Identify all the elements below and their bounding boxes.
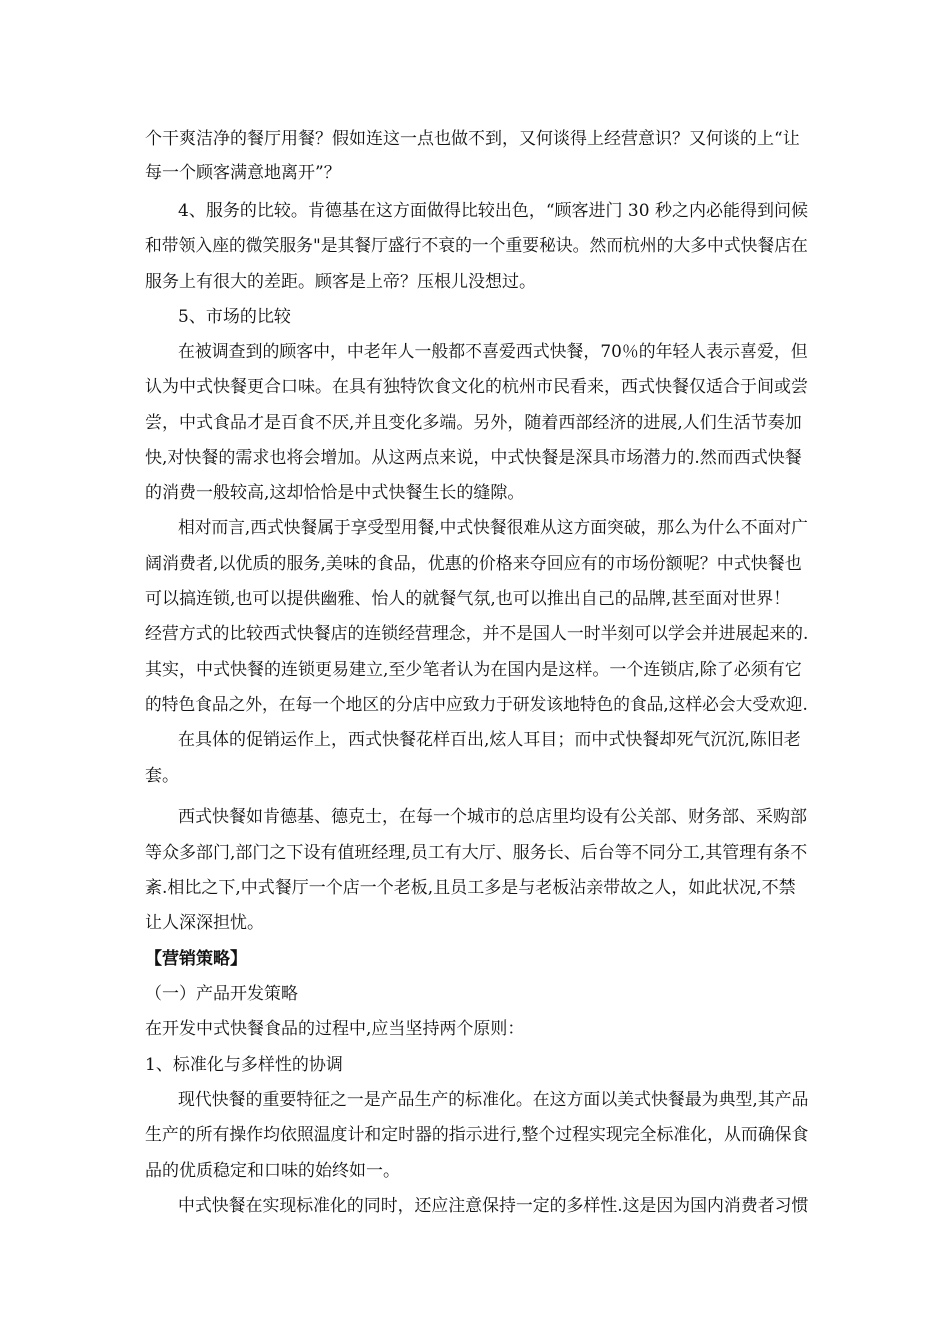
- text-line: 在开发中式快餐食品的过程中,应当坚持两个原则：: [145, 1019, 525, 1039]
- text-line: 中式快餐在实现标准化的同时，还应注意保持一定的多样性.这是因为国内消费者习惯: [178, 1196, 809, 1216]
- section-heading: 5、市场的比较: [178, 307, 291, 327]
- text-line: 认为中式快餐更合口味。在具有独特饮食文化的杭州市民看来，西式快餐仅适合于间或尝: [145, 377, 808, 397]
- text-line: 紊.相比之下,中式餐厅一个店一个老板,且员工多是与老板沾亲带故之人，如此状况,不禁: [145, 878, 796, 898]
- text-line: 在具体的促销运作上，西式快餐花样百出,炫人耳目；而中式快餐却死气沉沉,陈旧老: [178, 730, 801, 750]
- text-line: 和带领入座的微笑服务"是其餐厅盛行不衰的一个重要秘诀。然而杭州的大多中式快餐店在: [145, 236, 808, 256]
- text-line: 其实，中式快餐的连锁更易建立,至少笔者认为在国内是这样。一个连锁店,除了必须有它: [145, 660, 802, 680]
- text-line: 现代快餐的重要特征之一是产品生产的标准化。在这方面以美式快餐最为典型,其产品: [178, 1090, 809, 1110]
- text-line: 尝，中式食品才是百食不厌,并且变化多端。另外，随着西部经济的进展,人们生活节奏加: [145, 413, 802, 433]
- text-line: 生产的所有操作均依照温度计和定时器的指示进行,整个过程实现完全标准化，从而确保食: [145, 1125, 809, 1145]
- text-line: 每一个顾客满意地离开”？: [145, 163, 341, 183]
- text-line: 在被调查到的顾客中，中老年人一般都不喜爱西式快餐，70％的年轻人表示喜爱，但: [178, 342, 808, 362]
- text-line: 快,对快餐的需求也将会增加。从这两点来说，中式快餐是深具市场潜力的.然而西式快餐: [145, 448, 802, 468]
- text-line: 阔消费者,以优质的服务,美味的食品，优惠的价格来夺回应有的市场份额呢？中式快餐也: [145, 554, 802, 574]
- text-line: 个干爽洁净的餐厅用餐？假如连这一点也做不到，又何谈得上经营意识？又何谈的上“让: [145, 129, 800, 149]
- section-title: 【营销策略】: [145, 949, 247, 969]
- text-line: 相对而言,西式快餐属于享受型用餐,中式快餐很难从这方面突破，那么为什么不面对广: [178, 518, 808, 538]
- subsection-title: （一）产品开发策略: [145, 984, 298, 1004]
- text-line: 等众多部门,部门之下设有值班经理,员工有大厅、服务长、后台等不同分工,其管理有条不: [145, 843, 808, 863]
- text-line: 4、服务的比较。肯德基在这方面做得比较出色，“顾客进门 30 秒之内必能得到问候: [178, 201, 808, 221]
- text-line: 经营方式的比较西式快餐店的连锁经营理念，并不是国人一时半刻可以学会并进展起来的.: [145, 624, 809, 644]
- subsection-heading: 1、标准化与多样性的协调: [145, 1055, 343, 1075]
- text-line: 品的优质稳定和口味的始终如一。: [145, 1161, 400, 1181]
- text-line: 可以搞连锁,也可以提供幽雅、怡人的就餐气氛,也可以推出自己的品牌,甚至面对世界！: [145, 589, 791, 609]
- text-line: 让人深深担忧。: [145, 913, 264, 933]
- text-line: 西式快餐如肯德基、德克士，在每一个城市的总店里均设有公关部、财务部、采购部: [178, 807, 807, 827]
- text-line: 的特色食品之外，在每一个地区的分店中应致力于研发该地特色的食品,这样必会大受欢迎.: [145, 695, 808, 715]
- text-line: 的消费一般较高,这却恰恰是中式快餐生长的缝隙。: [145, 483, 525, 503]
- text-line: 套。: [145, 766, 179, 786]
- text-line: 服务上有很大的差距。顾客是上帝？压根儿没想过。: [145, 272, 536, 292]
